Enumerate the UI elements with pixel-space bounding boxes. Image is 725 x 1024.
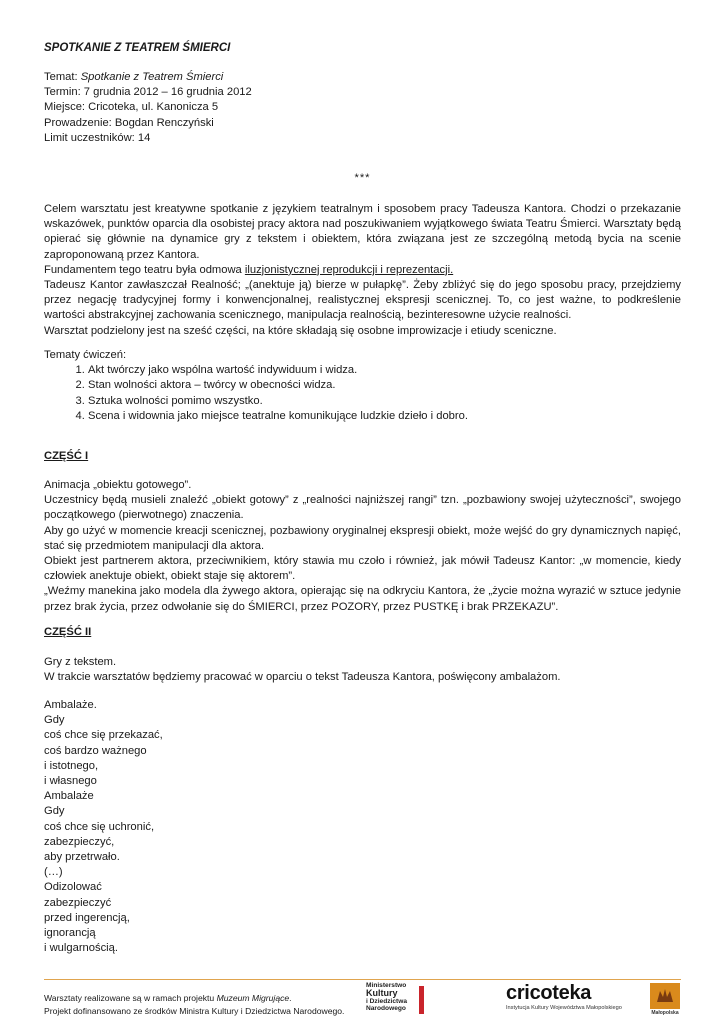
- intro-paragraph: Warsztat podzielony jest na sześć części, na które składają się osobne improwizacje i etiudy sceniczne.: [44, 324, 557, 337]
- list-item: 4. Scena i widownia jako miejsce teatralne komunikujące ludzkie dzieło i dobro.: [88, 409, 681, 424]
- ministry-logo-bar: [419, 986, 424, 1014]
- poem-line: Odizolować: [44, 881, 102, 894]
- poem-line: Ambalaże.: [44, 699, 97, 711]
- topics-section: [44, 348, 681, 424]
- cricoteka-subtitle: Instytucja Kultury Województwa Małopolskiego: [506, 1005, 622, 1011]
- poem-line: i wulgarnością.: [44, 942, 118, 955]
- intro-paragraph: Fundamentem tego teatru była odmowa iluzjonistycznej reprodukcji i reprezentacji.: [44, 263, 454, 276]
- paragraph: Uczestnicy będą musieli znaleźć „obiekt gotowy” z „realności najniższej rangi” tzn. „pozbawiony swojej użyteczności”, swojego początkowego (pierwotnego) znaczenia.: [44, 494, 681, 522]
- intro-paragraph: Tadeusz Kantor zawłaszczał Realność; „(anektuje ją) bierze w pułapkę”. Żeby zbliżyć się do jego sposobu pracy, przejdziemy przez negację tradycyjnej formy i konwencjonalnej, realistycznej ekspresji scenicznej. To, co jest ważne, to podkreślenie wartości abstrakcyjnej zachowania scenicznego, manipulacja realnością, bezinteresowne użycie realności.: [44, 279, 681, 322]
- part-one-heading: CZĘŚĆ I: [44, 450, 89, 462]
- ministry-logo: Ministerstwo Kultury i Dziedzictwa Narodowego: [366, 982, 426, 1018]
- meta-topic-value: Spotkanie z Teatrem Śmierci: [80, 71, 224, 83]
- malopolska-emblem-icon: [650, 983, 680, 1009]
- poem-line: Gdy: [44, 714, 65, 727]
- list-item: 1. Akt twórczy jako wspólna wartość indywiduum i widza.: [88, 363, 681, 378]
- meta-limit: Limit uczestników: 14: [44, 131, 151, 144]
- list-item: 3. Sztuka wolności pomimo wszystko.: [88, 394, 681, 409]
- malopolska-logo: [650, 983, 680, 1017]
- poem-line: zabezpieczyć,: [44, 835, 115, 848]
- cricoteka-wordmark: cricoteka: [506, 982, 592, 1004]
- underlined-phrase: iluzjonistycznej reprodukcji i reprezentacji.: [244, 263, 454, 276]
- workshop-meta: [44, 70, 252, 146]
- intro-paragraph: Celem warsztatu jest kreatywne spotkanie z językiem teatralnym i sposobem pracy Tadeusza Kantora. Chodzi o przekazanie wskazówek, punktów oparcia dla osobistej pracy aktora nad poszukiwaniem wyjątkowego świata Teatru Śmierci. Warsztaty będą opierać się głównie na dynamice gry z tekstem i obiektem, która związana jest ze szczególną metodą bycia na scenie zaproponowaną przez Kantora.: [44, 203, 681, 261]
- paragraph: „Weźmy manekina jako modela dla żywego aktora, opierając się na odkryciu Kantora, że „życie można wyrazić w sztuce jedynie przez brak życia, przez odwołanie się do ŚMIERCI, przez POZORY, przez PUSTKĘ i brak PRZEKAZU”.: [44, 585, 681, 613]
- part-two-heading: CZĘŚĆ II: [44, 626, 92, 638]
- cricoteka-logo: [506, 982, 622, 1011]
- paragraph: Obiekt jest partnerem aktora, przeciwnikiem, który stawia mu czoło i również, jak mówił Tadeusz Kantor: „w momencie, kiedy człowiek anektuje obiekt, obiekt staje się aktorem”.: [44, 555, 681, 583]
- poem-line: ignorancją: [44, 927, 96, 940]
- topics-list: [44, 363, 681, 424]
- meta-place: Miejsce: Cricoteka, ul. Kanonicza 5: [44, 101, 219, 114]
- footer-divider: [44, 979, 681, 980]
- footer-line: Projekt dofinansowano ze środków Ministra Kultury i Dziedzictwa Narodowego.: [44, 1006, 345, 1016]
- poem-line: przed ingerencją,: [44, 911, 130, 924]
- poem-line: i własnego: [44, 775, 97, 788]
- poem-line: coś chce się uchronić,: [44, 820, 155, 833]
- poem-line: aby przetrwało.: [44, 851, 120, 864]
- intro-section: [44, 202, 681, 339]
- poem: [44, 698, 163, 956]
- paragraph: W trakcie warsztatów będziemy pracować w oparciu o tekst Tadeusza Kantora, poświęcony ambalażom.: [44, 671, 561, 684]
- paragraph: Aby go użyć w momencie kreacji scenicznej, pozbawiony oryginalnej ekspresji obiekt, może wejść do gry dynamicznych napięć, stać się przedmiotem manipulacji dla aktora.: [44, 524, 681, 552]
- poem-line: coś chce się przekazać,: [44, 729, 163, 742]
- document-title: SPOTKANIE Z TEATREM ŚMIERCI: [44, 42, 231, 54]
- meta-topic: Temat: Spotkanie z Teatrem Śmierci: [44, 71, 224, 83]
- project-name: Muzeum Migrujące: [216, 993, 290, 1003]
- poem-line: zabezpieczyć: [44, 896, 112, 909]
- footer-line: Warsztaty realizowane są w ramach projektu Muzeum Migrujące.: [44, 993, 292, 1003]
- poem-line: i istotnego,: [44, 759, 99, 772]
- poem-line: coś bardzo ważnego: [44, 744, 147, 757]
- poem-line: Gdy: [44, 805, 65, 818]
- poem-line: Ambalaże: [44, 790, 94, 803]
- paragraph: Gry z tekstem.: [44, 656, 117, 668]
- list-item: 2. Stan wolności aktora – twórcy w obecności widza.: [88, 378, 681, 393]
- malopolska-label: Małopolska: [651, 1010, 679, 1016]
- part-one-section: [44, 478, 681, 615]
- footer-text: [44, 992, 344, 1018]
- meta-term: Termin: 7 grudnia 2012 – 16 grudnia 2012: [44, 86, 252, 99]
- meta-host: Prowadzenie: Bogdan Renczyński: [44, 116, 214, 129]
- part-two-section: [44, 655, 681, 685]
- paragraph: Animacja „obiektu gotowego”.: [44, 479, 192, 491]
- topics-label: Tematy ćwiczeń:: [44, 349, 127, 361]
- poem-line: (…): [44, 866, 63, 879]
- section-separator: ***: [354, 172, 371, 184]
